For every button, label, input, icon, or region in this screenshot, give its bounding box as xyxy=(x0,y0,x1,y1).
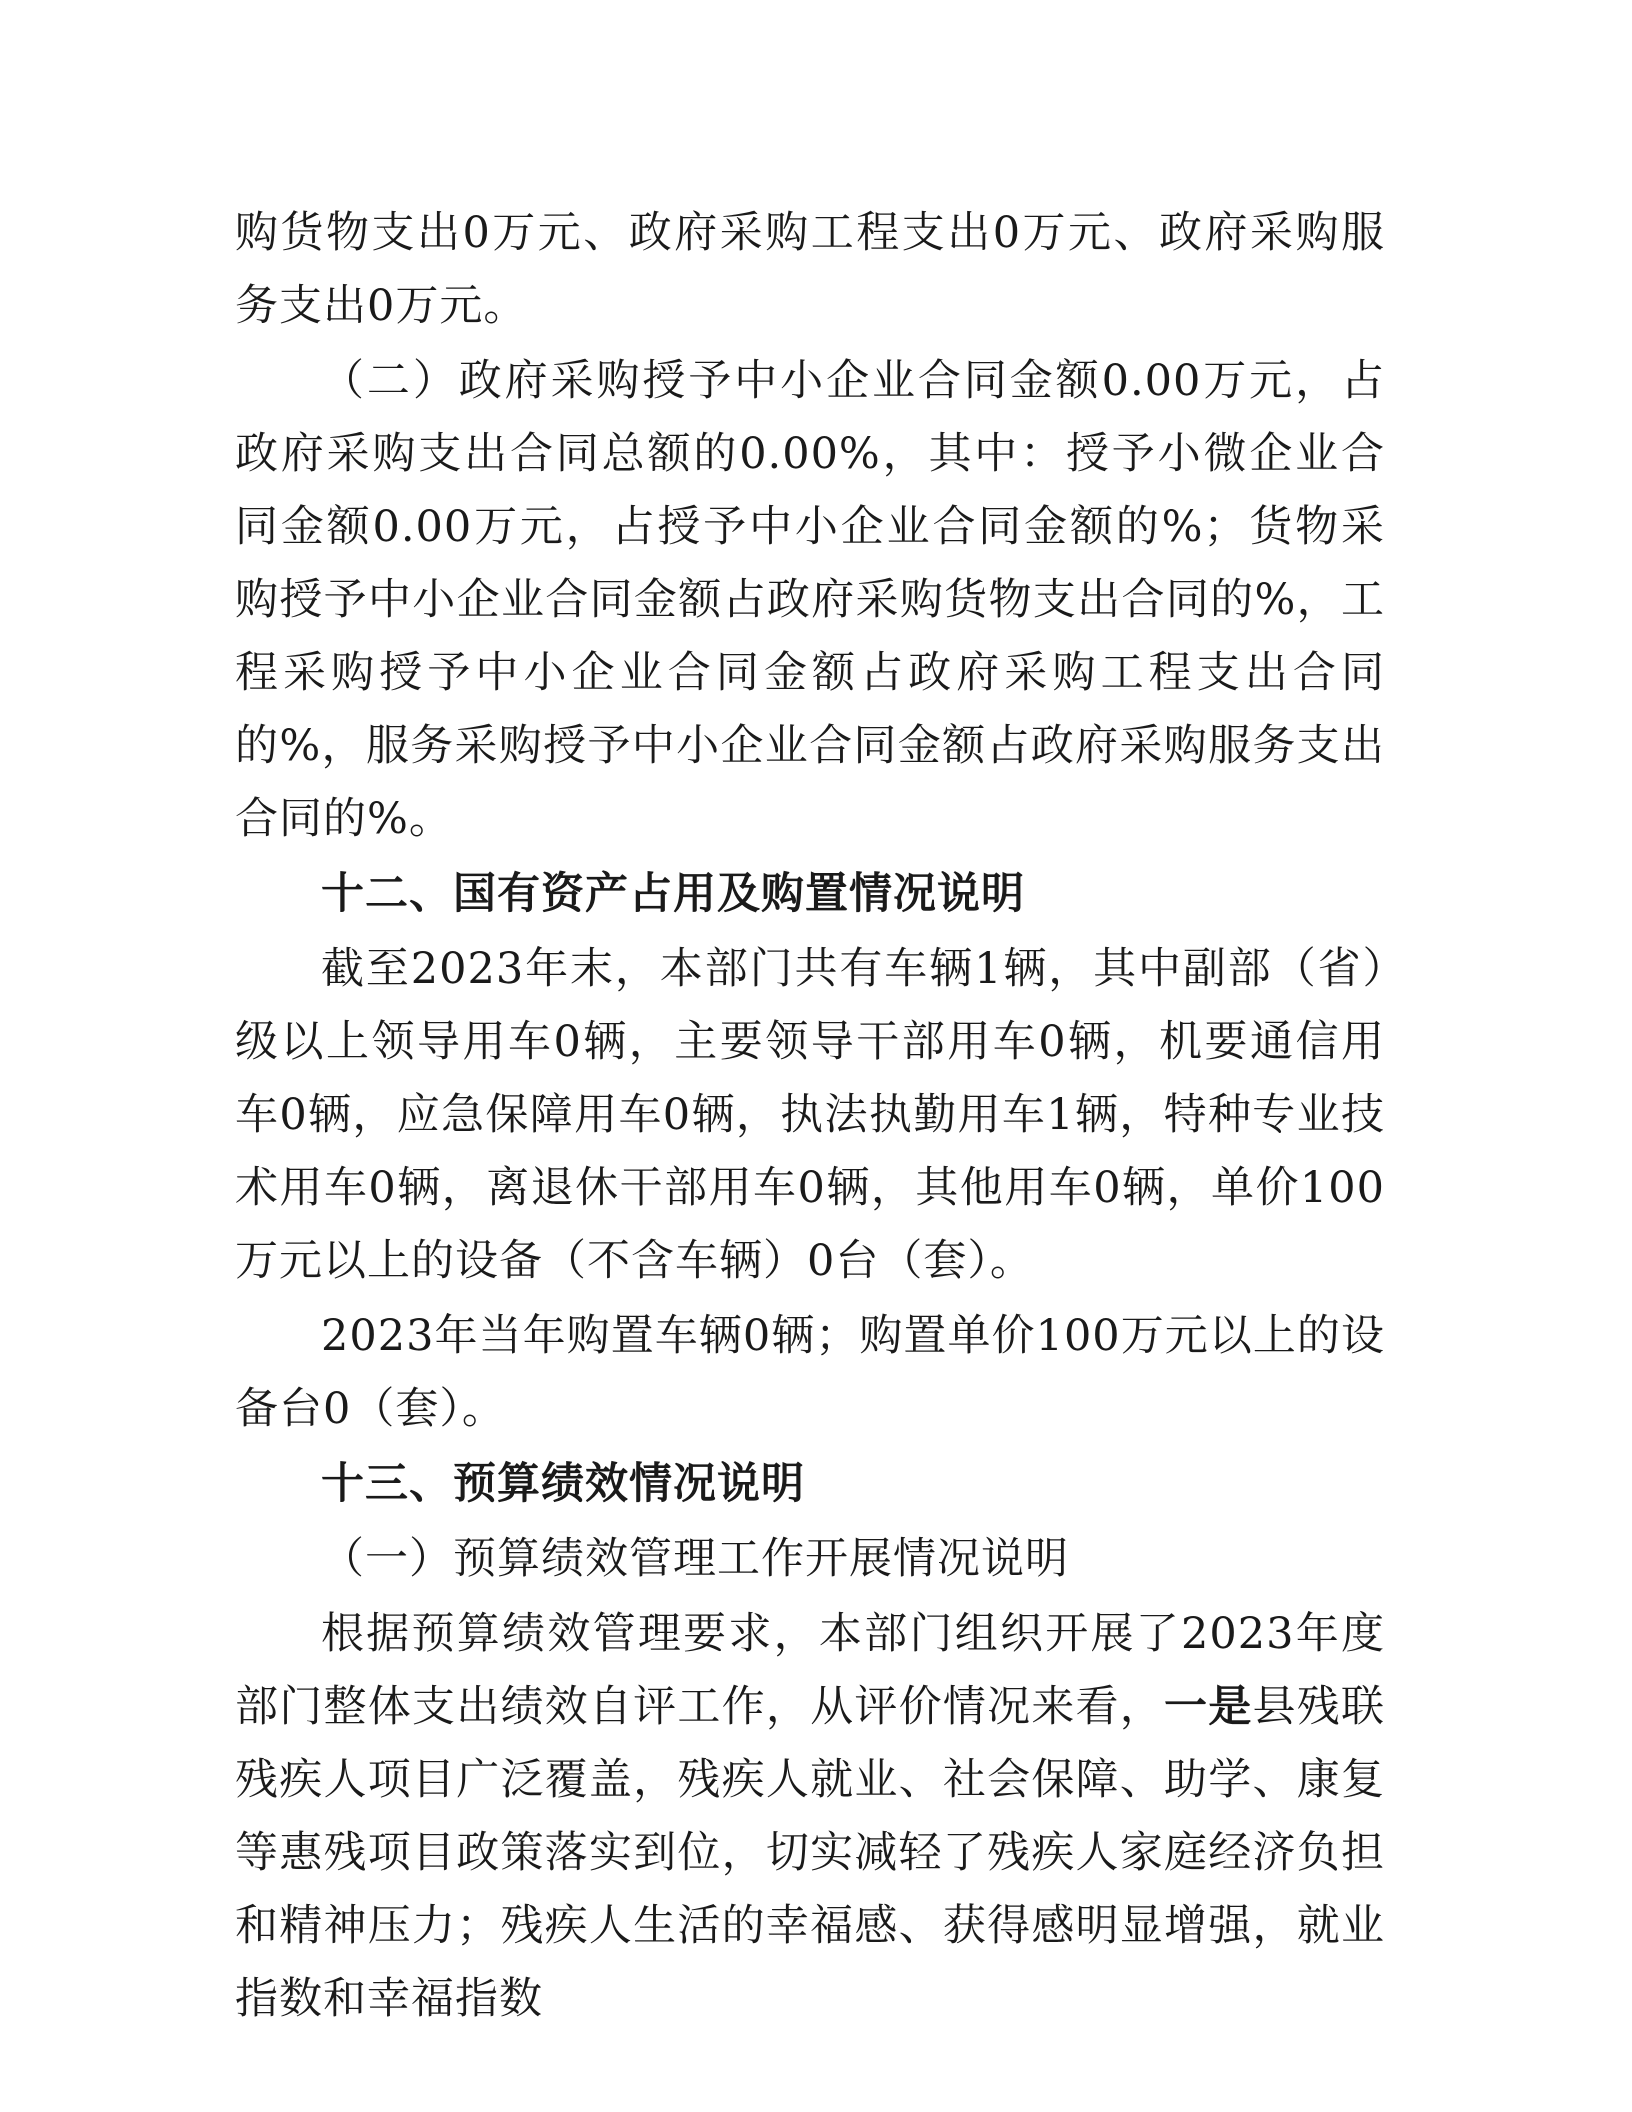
self-evaluation-text-intro: 根据预算绩效管理要求，本部门组织开展了2023年度部门整体支出绩效自评工作，从评价情况来看， xyxy=(235,1609,1385,1732)
paragraph-self-evaluation xyxy=(235,1598,1385,2036)
section-heading-performance: 十三、预算绩效情况说明 xyxy=(321,1459,805,1509)
self-evaluation-emphasis: 一是 xyxy=(1164,1682,1253,1732)
paragraph-vehicles: 截至2023年末，本部门共有车辆1辆，其中副部（省）级以上领导用车0辆，主要领导干部用车0辆，机要通信用车0辆，应急保障用车0辆，执法执勤用车1辆，特种专业技术用车0辆，离退休干部用车0辆，其他用车0辆，单价100万元以上的设备（不含车辆）0台（套）。 xyxy=(235,944,1385,1286)
section-heading-state-assets: 十二、国有资产占用及购置情况说明 xyxy=(321,869,1025,919)
paragraph-purchases-2023: 2023年当年购置车辆0辆；购置单价100万元以上的设备台0（套）。 xyxy=(235,1311,1385,1434)
paragraph-procurement-summary: 购货物支出0万元、政府采购工程支出0万元、政府采购服务支出0万元。 xyxy=(235,208,1385,331)
paragraph-sme-contracts: （二）政府采购授予中小企业合同金额0.00万元，占政府采购支出合同总额的0.00%，其中：授予小微企业合同金额0.00万元，占授予中小企业合同金额的%；货物采购授予中小企业合同金额占政府采购货物支出合同的%，工程采购授予中小企业合同金额占政府采购工程支出合同的%，服务采购授予中小企业合同金额占政府采购服务支出合同的%。 xyxy=(235,356,1385,844)
document-page xyxy=(235,195,1385,2036)
self-evaluation-text-body: 县残联残疾人项目广泛覆盖，残疾人就业、社会保障、助学、康复等惠残项目政策落实到位，切实减轻了残疾人家庭经济负担和精神压力；残疾人生活的幸福感、获得感明显增强，就业指数和幸福指数 xyxy=(235,1682,1386,2024)
subsection-heading-performance-management: （一）预算绩效管理工作开展情况说明 xyxy=(321,1534,1069,1584)
